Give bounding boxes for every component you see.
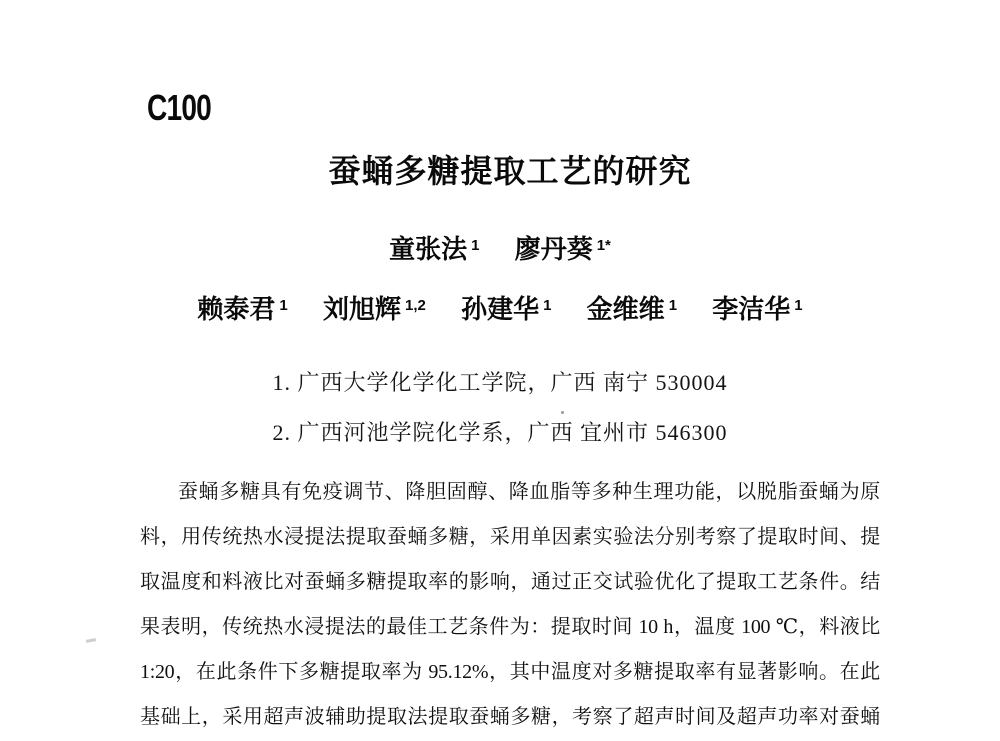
author xyxy=(712,288,802,327)
author-affiliation-marker: 1* xyxy=(596,237,611,254)
abstract-line: 1:20，在此条件下多糖提取率为 95.12%，其中温度对多糖提取率有显著影响。在此 xyxy=(140,661,880,683)
affiliation-line-1: 1. 广西大学化学化工学院，广西 南宁 530004 xyxy=(272,370,728,395)
author-name: 廖丹葵 xyxy=(514,234,593,264)
author xyxy=(389,228,479,267)
scan-artifact xyxy=(86,638,96,643)
abstract-line: 取温度和料液比对蚕蛹多糖提取率的影响，通过正交试验优化了提取工艺条件。结 xyxy=(140,571,880,593)
author-name: 孙建华 xyxy=(461,294,540,324)
author-affiliation-marker: 1 xyxy=(668,297,678,314)
author xyxy=(197,288,287,327)
author-affiliation-marker: 1 xyxy=(279,297,288,314)
author xyxy=(323,288,426,327)
author-affiliation-marker: 1 xyxy=(543,297,552,314)
author-name: 赖泰君 xyxy=(197,294,276,324)
abstract-line: 基础上，采用超声波辅助提取法提取蚕蛹多糖，考察了超声时间及超声功率对蚕蛹 xyxy=(140,706,880,728)
affiliation-line-2: 2. 广西河池学院化学系，广西 宜州市 546300 xyxy=(272,420,728,445)
abstract-line: 果表明，传统热水浸提法的最佳工艺条件为：提取时间 10 h，温度 100 ℃，料液比 xyxy=(140,616,880,638)
abstract-paragraph xyxy=(140,470,880,740)
author-line-secondary xyxy=(0,288,1000,327)
author xyxy=(515,228,611,267)
author xyxy=(461,288,551,327)
abstract-line: 蚕蛹多糖具有免疫调节、降胆固醇、降血脂等多种生理功能，以脱脂蚕蛹为原 xyxy=(178,481,880,503)
scan-artifact xyxy=(561,411,564,414)
author xyxy=(587,288,677,327)
abstract-line: 料，用传统热水浸提法提取蚕蛹多糖，采用单因素实验法分别考察了提取时间、提 xyxy=(140,526,880,548)
paper-title: 蚕蛹多糖提取工艺的研究 xyxy=(328,153,692,189)
author-affiliation-marker: 1,2 xyxy=(404,297,426,314)
author-name: 金维维 xyxy=(586,294,665,324)
author-affiliation-marker: 1 xyxy=(794,297,803,314)
author-line-primary xyxy=(0,228,1000,267)
author-name: 童张法 xyxy=(389,234,468,264)
paper-code: C100 xyxy=(147,87,212,128)
author-name: 李洁华 xyxy=(712,294,791,324)
author-affiliation-marker: 1 xyxy=(471,237,480,254)
author-name: 刘旭辉 xyxy=(322,294,401,324)
